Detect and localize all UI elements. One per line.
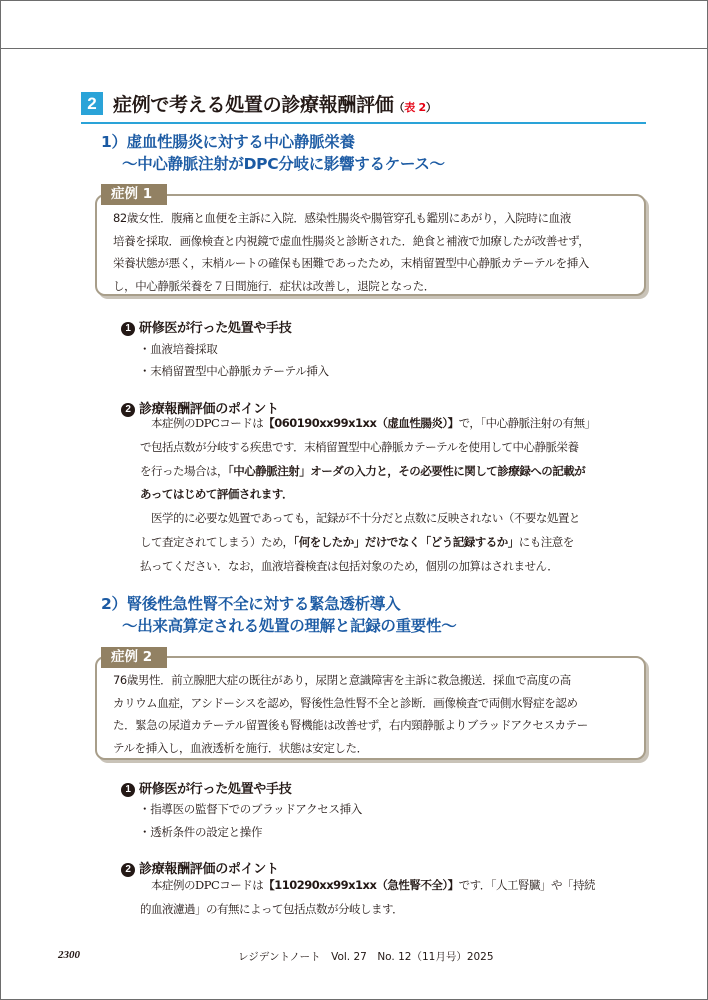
dpc-code: 【110290xx99x1xx（急性腎不全）】	[263, 878, 459, 892]
para-text: 本症例のDPCコードは	[140, 416, 264, 430]
para-text: です．「人工腎臓」や「持続	[458, 878, 595, 892]
case-1-procedures-heading	[121, 317, 291, 336]
para-text: を行った場合は，	[140, 463, 228, 478]
number-marker: 1	[121, 783, 135, 797]
points-heading-text: 診療報酬評価のポイント	[139, 402, 279, 417]
emphasis-text: あってはじめて評価されます．	[140, 487, 293, 502]
case-1-line: 82歳女性．腹痛と血便を主訴に入院．感染性腸炎や腸管穿孔も鑑別にあがり，入院時に血液	[113, 211, 571, 225]
case-1-points-para-1	[140, 412, 650, 507]
section-number: 2	[81, 92, 103, 115]
case-1-points-para-2	[140, 507, 650, 578]
para-text: で，「中心静脈注射の有無」	[458, 416, 596, 430]
case-2-line: テルを挿入し，血液透析を施行．状態は安定した．	[113, 740, 368, 755]
number-marker: 1	[121, 322, 135, 336]
case-2-procedures-heading	[121, 778, 291, 797]
case-2-points-para-1	[140, 874, 650, 922]
para-text: して査定されてしまう）ため，	[140, 534, 294, 549]
dpc-code: 【060190xx99x1xx（虚血性腸炎）】	[263, 416, 459, 430]
para-text: 医学的に必要な処置であっても，記録が不十分だと点数に反映されない（不要な処置と	[140, 511, 580, 525]
subsection-2-subtitle: 〜出来高算定される処置の理解と記録の重要性〜	[122, 617, 457, 635]
para-text: 払ってください．なお，	[140, 558, 261, 573]
section-table-ref	[394, 101, 437, 114]
subsection-1-subtitle: 〜中心静脈注射がDPC分岐に影響するケース〜	[122, 155, 445, 173]
number-marker: 2	[121, 863, 135, 877]
section-heading	[81, 90, 646, 124]
case-1-bullet: ・血液培養採取	[139, 342, 218, 356]
subsection-1-title: 1）虚血性腸炎に対する中心静脈栄養	[101, 133, 355, 151]
case-2-text	[113, 669, 634, 759]
emphasis-text: 「何をしたか」だけでなく「どう記録するか」	[293, 534, 519, 549]
para-text: にも注意を	[518, 534, 574, 549]
case-1-text	[113, 207, 634, 297]
para-text: 血液培養検査は包括対象のため，個別の加算はされません．	[261, 558, 559, 573]
case-1-line: 培養を採取．画像検査と内視鏡で虚血性腸炎と診断された．絶食と補液で加療したが改善せず，	[113, 233, 590, 248]
case-1-line: し，中心静脈栄養を７日間施行．症状は改善し，退院となった．	[113, 278, 435, 293]
case-1-tab: 症例 1	[101, 184, 167, 205]
case-1-box	[95, 194, 646, 296]
journal-footer: レジデントノート Vol. 27 No. 12（11月号）2025	[238, 951, 494, 963]
number-marker: 2	[121, 403, 135, 417]
table-ref-link[interactable]: 表 2	[404, 101, 426, 114]
case-1-bullet: ・末梢留置型中心静脈カテーテル挿入	[139, 364, 329, 378]
case-2-tab: 症例 2	[101, 647, 167, 668]
case-2-line: カリウム血症，アシドーシスを認め，腎後性急性腎不全と診断．画像検査で両側水腎症を認め	[113, 695, 578, 710]
points-heading-text: 診療報酬評価のポイント	[139, 862, 279, 877]
ref-close: ）	[425, 101, 437, 114]
procedures-heading-text: 研修医が行った処置や手技	[139, 321, 292, 336]
para-text: で包括点数が分岐する疾患です．末梢留置型中心静脈カテーテルを使用して中心静脈栄養	[140, 439, 579, 454]
section-title-text: 症例で考える処置の診療報酬評価	[113, 94, 394, 116]
header-rule	[0, 48, 708, 49]
case-2-line: 76歳男性．前立腺肥大症の既往があり，尿閉と意識障害を主訴に救急搬送．採血で高度の高	[113, 673, 571, 687]
para-text: 的血液濾過」の有無によって包括点数が分岐します．	[140, 901, 404, 916]
para-text: 本症例のDPCコードは	[140, 878, 264, 892]
emphasis-text: オーダの入力と，その必要性に関して診療録への記載が	[310, 463, 586, 478]
subsection-2-title: 2）腎後性急性腎不全に対する緊急透析導入	[101, 595, 401, 613]
case-2-line: た．緊急の尿道カテーテル留置後も腎機能は改善せず，右内頸静脈よりブラッドアクセスカテー	[113, 718, 588, 732]
procedures-heading-text: 研修医が行った処置や手技	[139, 782, 292, 797]
ref-open: （	[393, 101, 405, 114]
page-number: 2300	[58, 949, 80, 961]
emphasis-text: 「中心静脈注射」	[228, 463, 311, 478]
section-title	[113, 90, 437, 117]
case-1-line: 栄養状態が悪く，末梢ルートの確保も困難であったため，末梢留置型中心静脈カテーテルを挿入	[113, 256, 589, 270]
case-2-box	[95, 656, 646, 760]
case-2-bullet: ・透析条件の設定と操作	[139, 825, 263, 839]
case-2-bullet: ・指導医の監督下でのブラッドアクセス挿入	[139, 802, 363, 816]
